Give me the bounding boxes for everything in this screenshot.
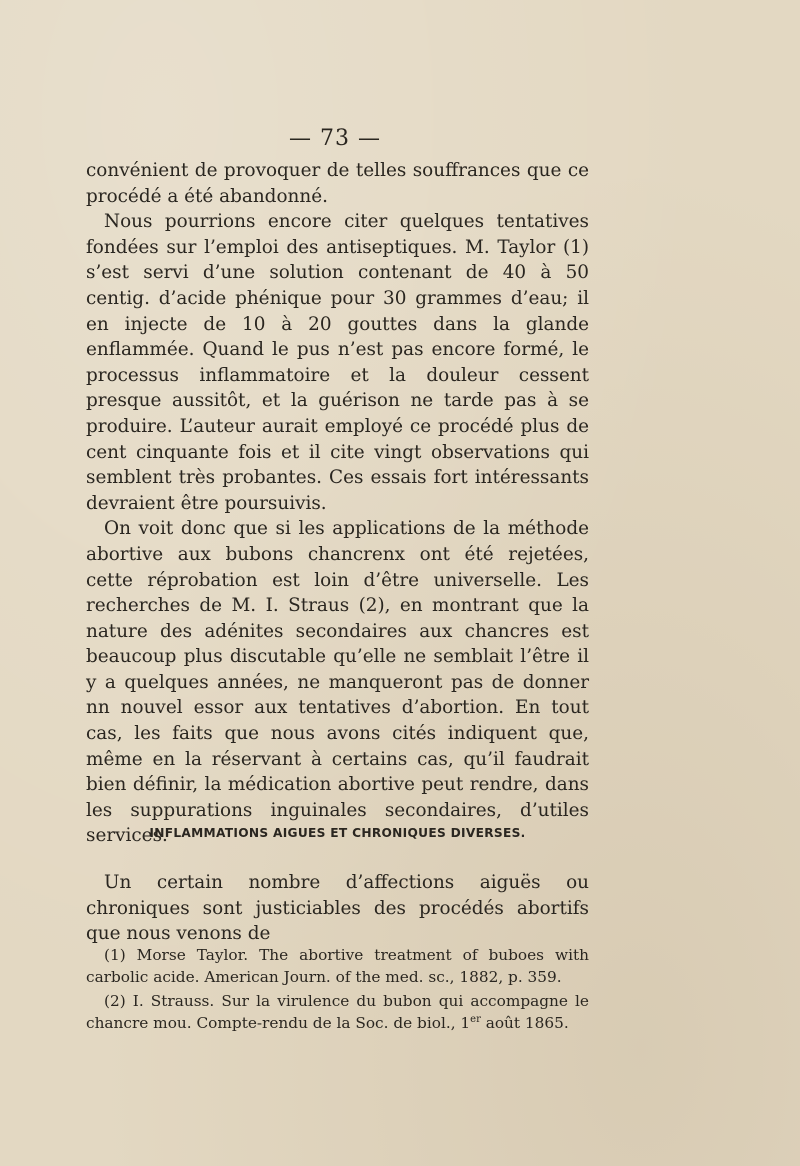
footnote-1-marker: (1) [104, 946, 126, 964]
page-number: — 73 — [289, 126, 381, 151]
footnote-1-text: Morse Taylor. The abortive treatment of buboes with carbolic acide. American Journ. of the med. sc., 1882, p. 359. [86, 946, 589, 986]
paragraph-1: convénient de provoquer de telles souffrances que ce procédé a été abandonné. [86, 160, 589, 207]
footnote-2-superscript: er [470, 1013, 481, 1025]
footnotes [86, 944, 589, 1034]
paragraph-3: On voit donc que si les applications de la méthode abortive aux bubons chancrenx ont été rejetées, cette réprobation est loin d’être universelle. Les recherches de M. I. Straus (2), en montrant que la nature des adénites secondaires aux chancres est beaucoup plus discutable qu’elle ne semblait l’être il y a quelques années, ne manqueront pas de donner nn nouvel essor aux tentatives d’abortion. En tout cas, les faits que nous avons cités indiquent que, même en la réservant à certains cas, qu’il faudrait bien définir, la médication abortive peut rendre, dans les suppurations inguinales secondaires, d’utiles services. [86, 518, 589, 847]
main-text [86, 158, 589, 849]
paragraph-2: Nous pourrions encore citer quelques tentatives fondées sur l’emploi des antiseptiques. M. Taylor (1) s’est servi d’une solution contenant de 40 à 50 centig. d’acide phénique pour 30 grammes d’eau; il en injecte de 10 à 20 gouttes dans la glande enflammée. Quand le pus n’est pas encore formé, le processus inflammatoire et la douleur cessent presque aussitôt, et la guérison ne tarde pas à se produire. L’auteur aurait employé ce procédé plus de cent cinquante fois et il cite vingt observations qui semblent très probantes. Ces essais fort intéressants devraient être poursuivis. [86, 211, 589, 514]
footnote-2 [86, 990, 589, 1034]
footnote-1 [86, 944, 589, 988]
footnote-2-marker: (2) [104, 992, 126, 1010]
footnote-2-text: I. Strauss. Sur la virulence du bubon qui accompagne le chancre mou. Compte-rendu de la Soc. de biol., 1 [86, 992, 589, 1032]
section-paragraph: Un certain nombre d’affections aiguës ou chroniques sont justiciables des procédés abortifs que nous venons de [86, 872, 589, 945]
section-heading: INFLAMMATIONS AIGUES ET CHRONIQUES DIVERSES. [149, 826, 526, 840]
section-text [86, 870, 589, 947]
footnote-2-date: août 1865. [480, 1014, 569, 1032]
